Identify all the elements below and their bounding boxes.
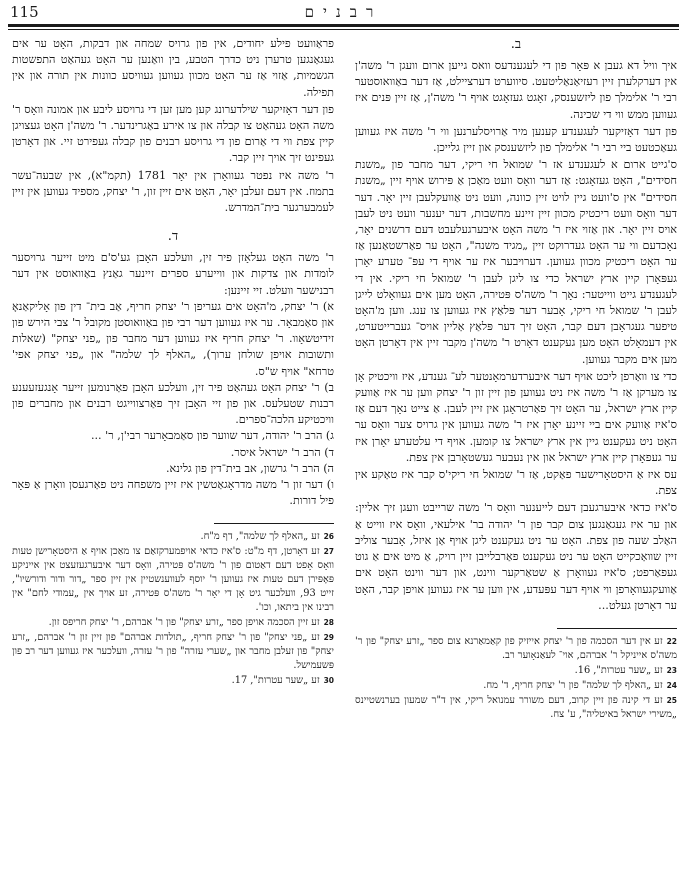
- footnote-rule: [214, 523, 334, 524]
- section-letter: ב.: [510, 37, 522, 52]
- footnote-number: 30: [323, 676, 334, 686]
- paragraph: ס'גייט ארום א לעגענדע אז ר' שמואל חי ריקי, דער מחבר פון „משנת חסידים", האָט געזאָגט: אַז דער וואָס וועט מאַכן אַ פּירוש אויף זיין „משנת חסידים" אין ס'וועט גיין לויט זיין כוונה, וועט ניט אַוועקלעבן זיין יאָר. דער דער וואָס וועט ריכטיק מכוון זיין זיינע מחשבות, דער יענער וועט ניט לעבן אויס זיין יאָר. און אַזוי איז ר' משה האָט איבערגעלעבט דעם דרשנים יאָר, נאָכדעם ווי ער האָט געדרוקט זיין „מגיד משנה", האָט ער פאַרשטאַנען אַז ער האָט ריכטיק מכוון געווען. דערויבער איז ער אויף די עפּ־ טערע יאָרן געפּאָרן קיין ארץ ישראל כדי צו ליגן לעבן ר' שמואל חי ריקי. אין די לעגענדע גייט ווייטער: נאָך ר' משה'ס פּטירה, האָט מען אים געוואָלט לייגן לעבן ר' שמואל חי ריקי, אָבער דער פּלאַץ איז געווען צו ענג. ווען מ'האָט טיפער געגראָבן דעם קבר, האָט זיך דער פּלאַץ אַליין אויס־ געברייטערט, אין דעמאָלט האָט מען געקענט דאָרט ר' משה'ן מקבר זיין אין דאָרטן האָט מען אים מקבר געווען.: [355, 158, 677, 366]
- paragraph: עס איז אַ היסטאָרישער פאַקט, אַז ר' שמואל חי ריקי'ס קבר איז טאַקע אין צפת.: [355, 468, 677, 498]
- footnote-number: 29: [323, 633, 334, 643]
- footnote-number: 24: [666, 680, 677, 690]
- footnote-text: זע „שער עטרות", 16.: [574, 664, 663, 676]
- footnote-rule: [557, 628, 677, 629]
- footnotes: [355, 635, 677, 722]
- list-item: ה) הרב ר' גרשון, אב בית־דין פון גלינא.: [165, 461, 334, 475]
- footnote: [355, 635, 677, 663]
- spacer: [12, 216, 334, 228]
- footnote-text: זע זיין הסכמה אויפן ספר „זרע יצחק" פון ר' אברהם, ר' יצחק חריפס זון.: [48, 617, 320, 629]
- list-item: ג) הרב ר' יהודה, דער שווער פון סאַמבאָרער רבי'ן, ר' ...: [90, 429, 334, 443]
- paragraph: ר' משה האָט געלאָזן פיר זין, וועלכע האָבן גע'ס'ם מיט זייער גרויסער לומדות און צדקות און ווייערע ספרים זיינער גאַנץ באַוואוסט אין דער רבנישער וועלט. זיי זיינען:: [12, 251, 334, 297]
- footnote-text: זע די קינה פון זיין קרוב, דעם משורר עמנואל ריקי, אין ד"ר שמעון בערנשטיינס „משירי ישראל באיטליה", ע' צח.: [355, 694, 677, 720]
- footnote: [12, 616, 334, 630]
- footnote-text: זע „האלף לך שלמה", דף מ"ח.: [200, 531, 320, 543]
- footnote-number: 23: [666, 665, 677, 675]
- header-rule-thin: [8, 29, 679, 30]
- paragraph: כדי צו וואַרפן ליכט אויף דער איבערדערמאָנטער לע־ גענדע, איז וויכטיק אָן צו מערקן אַז ר' משה איז ניט געווען פון זיין זון ר' יצחק ווען ער איז אַוועק קיין ארץ ישראל, ער האָט זיך פאַרטראָגן אין זיין לעבן. אַ צייט נאָך דעם אַז ס'איז אַוועק אים ביי זיינע יאָרן איז ר' משה געווען אין גרויס צער וואָס ער האָט ניט געקענט גיין אין ארץ ישראל צו קומען. אויף די עלטערע יאָרן איז ער געפאָרן קיין ארץ ישראל און אין נעבער געשטאָרבן אין צפת.: [355, 369, 677, 464]
- footnote: [12, 530, 334, 544]
- section-letter: ד.: [167, 229, 179, 245]
- paragraph: ס'איז כדאי איבערגעבן דעם לייענער וואָס ר' משה שרייבט וועגן זיך אליין: און ער איז געגאַנגען צום קבר פון ר' יהודה בר' אילעאי, וואָס איז ווייט אַ האַלב שעה פון צפת. האָט ער ניט געקענט ליגן אויף אַן איזל, אָבער צוליב זיין שוואַכקייט האָט ער ניט געקענט פאַרבלייבן זיין רויק, אַ מיט אים אַ גוט געפאַרפט; ס'איז געוואָרן אַ שטאַרקער ווינט, און דער ווינט האָט אים אַוועקגעוואָרפן ווי אויף דער עפּעדע, אין ווען ער איז געווען אויפן קבר, האָט ער דאָרטן געלט...: [355, 501, 677, 612]
- paragraph: פראַוועט פילע יחודים, אין פון גרויס שמחה און דבקות, האָט ער אים געגאַנגען טרערן ניט כדרך הטבע, בין וואַנען ער האָט געהאַט התפשטות הגשמיות, אַזוי אַז ער האָט מכוון געווען געוויסע כוונות אין תורה און אין תפילה.: [12, 37, 334, 99]
- left-column: [12, 36, 334, 689]
- footnote-number: 22: [666, 636, 677, 646]
- footnote-text: זע „פני יצחק" פון ר' יצחק חריף, „תולדות אברהם" פון זיין זון ר' אברהם, „זרע יצחק" פון זעלבן מחבר און „שערי עזרה" פון ר' עזרה, וועלכער איז געווען דער רב פון פּשעמישל.: [12, 632, 334, 672]
- footnote-text: זע דאָרטן, דף מ"ט: ס'איז כדאי אויפמערקזאַם צו מאַכן אויף אַ היסטאָרישן טעות וואָס אָפט דעם דאַטום פון ר' משה'ס פּטירה, וואָס דער איבערגעזעצט אין אייניקע פּאָפּירן דעם טעות איז געווען ר' יוסף לעווענשטיין אין זיין ספר „דור ודור ודורשיו", זייט 93, וועלכער גיט אָן די יאָר ר' משה'ס פּטירה, זע אויך אין „עמודי לחם" אין רבינו אין ביתאו, וכו'.: [12, 546, 334, 614]
- footnote: [12, 631, 334, 673]
- footnote: [355, 664, 677, 678]
- footnote-text: זע „האלף לך שלמה" פון ר' יצחק חריף, ד' מח.: [483, 679, 663, 691]
- header-rule-thick: [8, 24, 679, 27]
- footnote-number: 28: [323, 618, 334, 628]
- footnote-text: זע „שער עטרות", 17.: [231, 675, 320, 687]
- list-item: ו) דער זון ר' משה מדראָגאַטשין איז זיין משפחה ניט פאַרגעסן וואָרן אַ פּאָר פיל דורות.: [12, 478, 334, 508]
- page-header: [8, 2, 679, 24]
- list-item: ב) ר' יצחק האָט געהאַט פיר זין, וועלכע האָבן פאַרנומען זייער אָנגעזעענע רבנות שטעלעס. און פון זיי האָבן זיך פאַרצווייגט רבנים און מחברים פון וויכטיקע הלכה־ספרים.: [12, 380, 334, 427]
- footnote-number: 27: [323, 547, 334, 557]
- footnote: [355, 679, 677, 693]
- paragraph: פון דער דאָזיקער שילדערונג קען מען זען די גרויסע ליבע און אמונה וואָס ר' משה האָט געהאַט צו קבלה און צו אירע באַגרינדער. ר' משה'ן האָט געצויגן קיין צפת ווי די אַרום פון די גרויסע רבנים פון קבלה געפירט זיי. און דאָרטן געפינט זיך אויך זיין קבר.: [12, 102, 334, 165]
- footnote-number: 25: [666, 695, 677, 705]
- footnote: [12, 545, 334, 615]
- footnote-text: זע אין דער הסכמה פון ר' יצחק אייזיק פון קאַמאַרנא צום ספר „זרע יצחק" פון ר' משה'ס אייניקל ר' אברהם, אוי־ לעאַנאָוער רב.: [355, 635, 677, 661]
- footnote: [355, 694, 677, 722]
- list-item: ד) הרב ר' ישראל איסר.: [230, 445, 334, 459]
- footnote: [12, 674, 334, 688]
- right-column: [355, 36, 677, 723]
- paragraph: פון דער דאָזיקער לעגענדע קענען מיר אַרויסלערנען ווי ר' משה איז געווען געאַכטעט ביי רבי ר' אלימלך פון ליזשענסק און זיין גלייכן.: [355, 124, 677, 155]
- paragraph: ר' משה איז נפטר געוואָרן אין יאָר 1781 (תקמ"א), אין שבעה־עשר בתמוז. אין דעם זעלבן יאָר, האָט אים זיין זון, ר' יצחק, מספיד געווען אין זיין לעמבערגער בית־המדרש.: [12, 168, 334, 215]
- list-item: א) ר' יצחק, מ'האָט אים געריפן ר' יצחק חריף, אַב בית־ דין פון אָליקאַנאָ און סאַמבאָר. ער איז געווען דער רבי פון באַוואוסטן מקובל ר' צבי הירש פון זידיטשאָוו. ר' יצחק חריף איז געווען דער מחבר פון „פני יצחק" (שאלות ותשובות אויפן שולחן ערוך), „האלף לך שלמה" און „פני יצחק אפי' טרחא" אויף ש"ס.: [12, 299, 334, 378]
- running-head: רבנים: [304, 3, 383, 21]
- footnotes: [12, 530, 334, 688]
- footnote-number: 26: [323, 532, 334, 542]
- page-number: 115: [10, 3, 39, 21]
- paragraph: איך וויל דא געבן א פּאָר פון די לעגענדעס וואס גייען ארום וועגן ר' משה'ן אין דערקלערן זיין רעזיאַנאַליטעט. סיווערט דערציילט, אַז דער באַוואוסטער רבי ר' אלימלך פון ליזשענסק, זאָגט געזאָגט אויף ר' משה'ן, אַז זיין פּנים איז געווען ממש ווי די שכינה.: [355, 59, 677, 121]
